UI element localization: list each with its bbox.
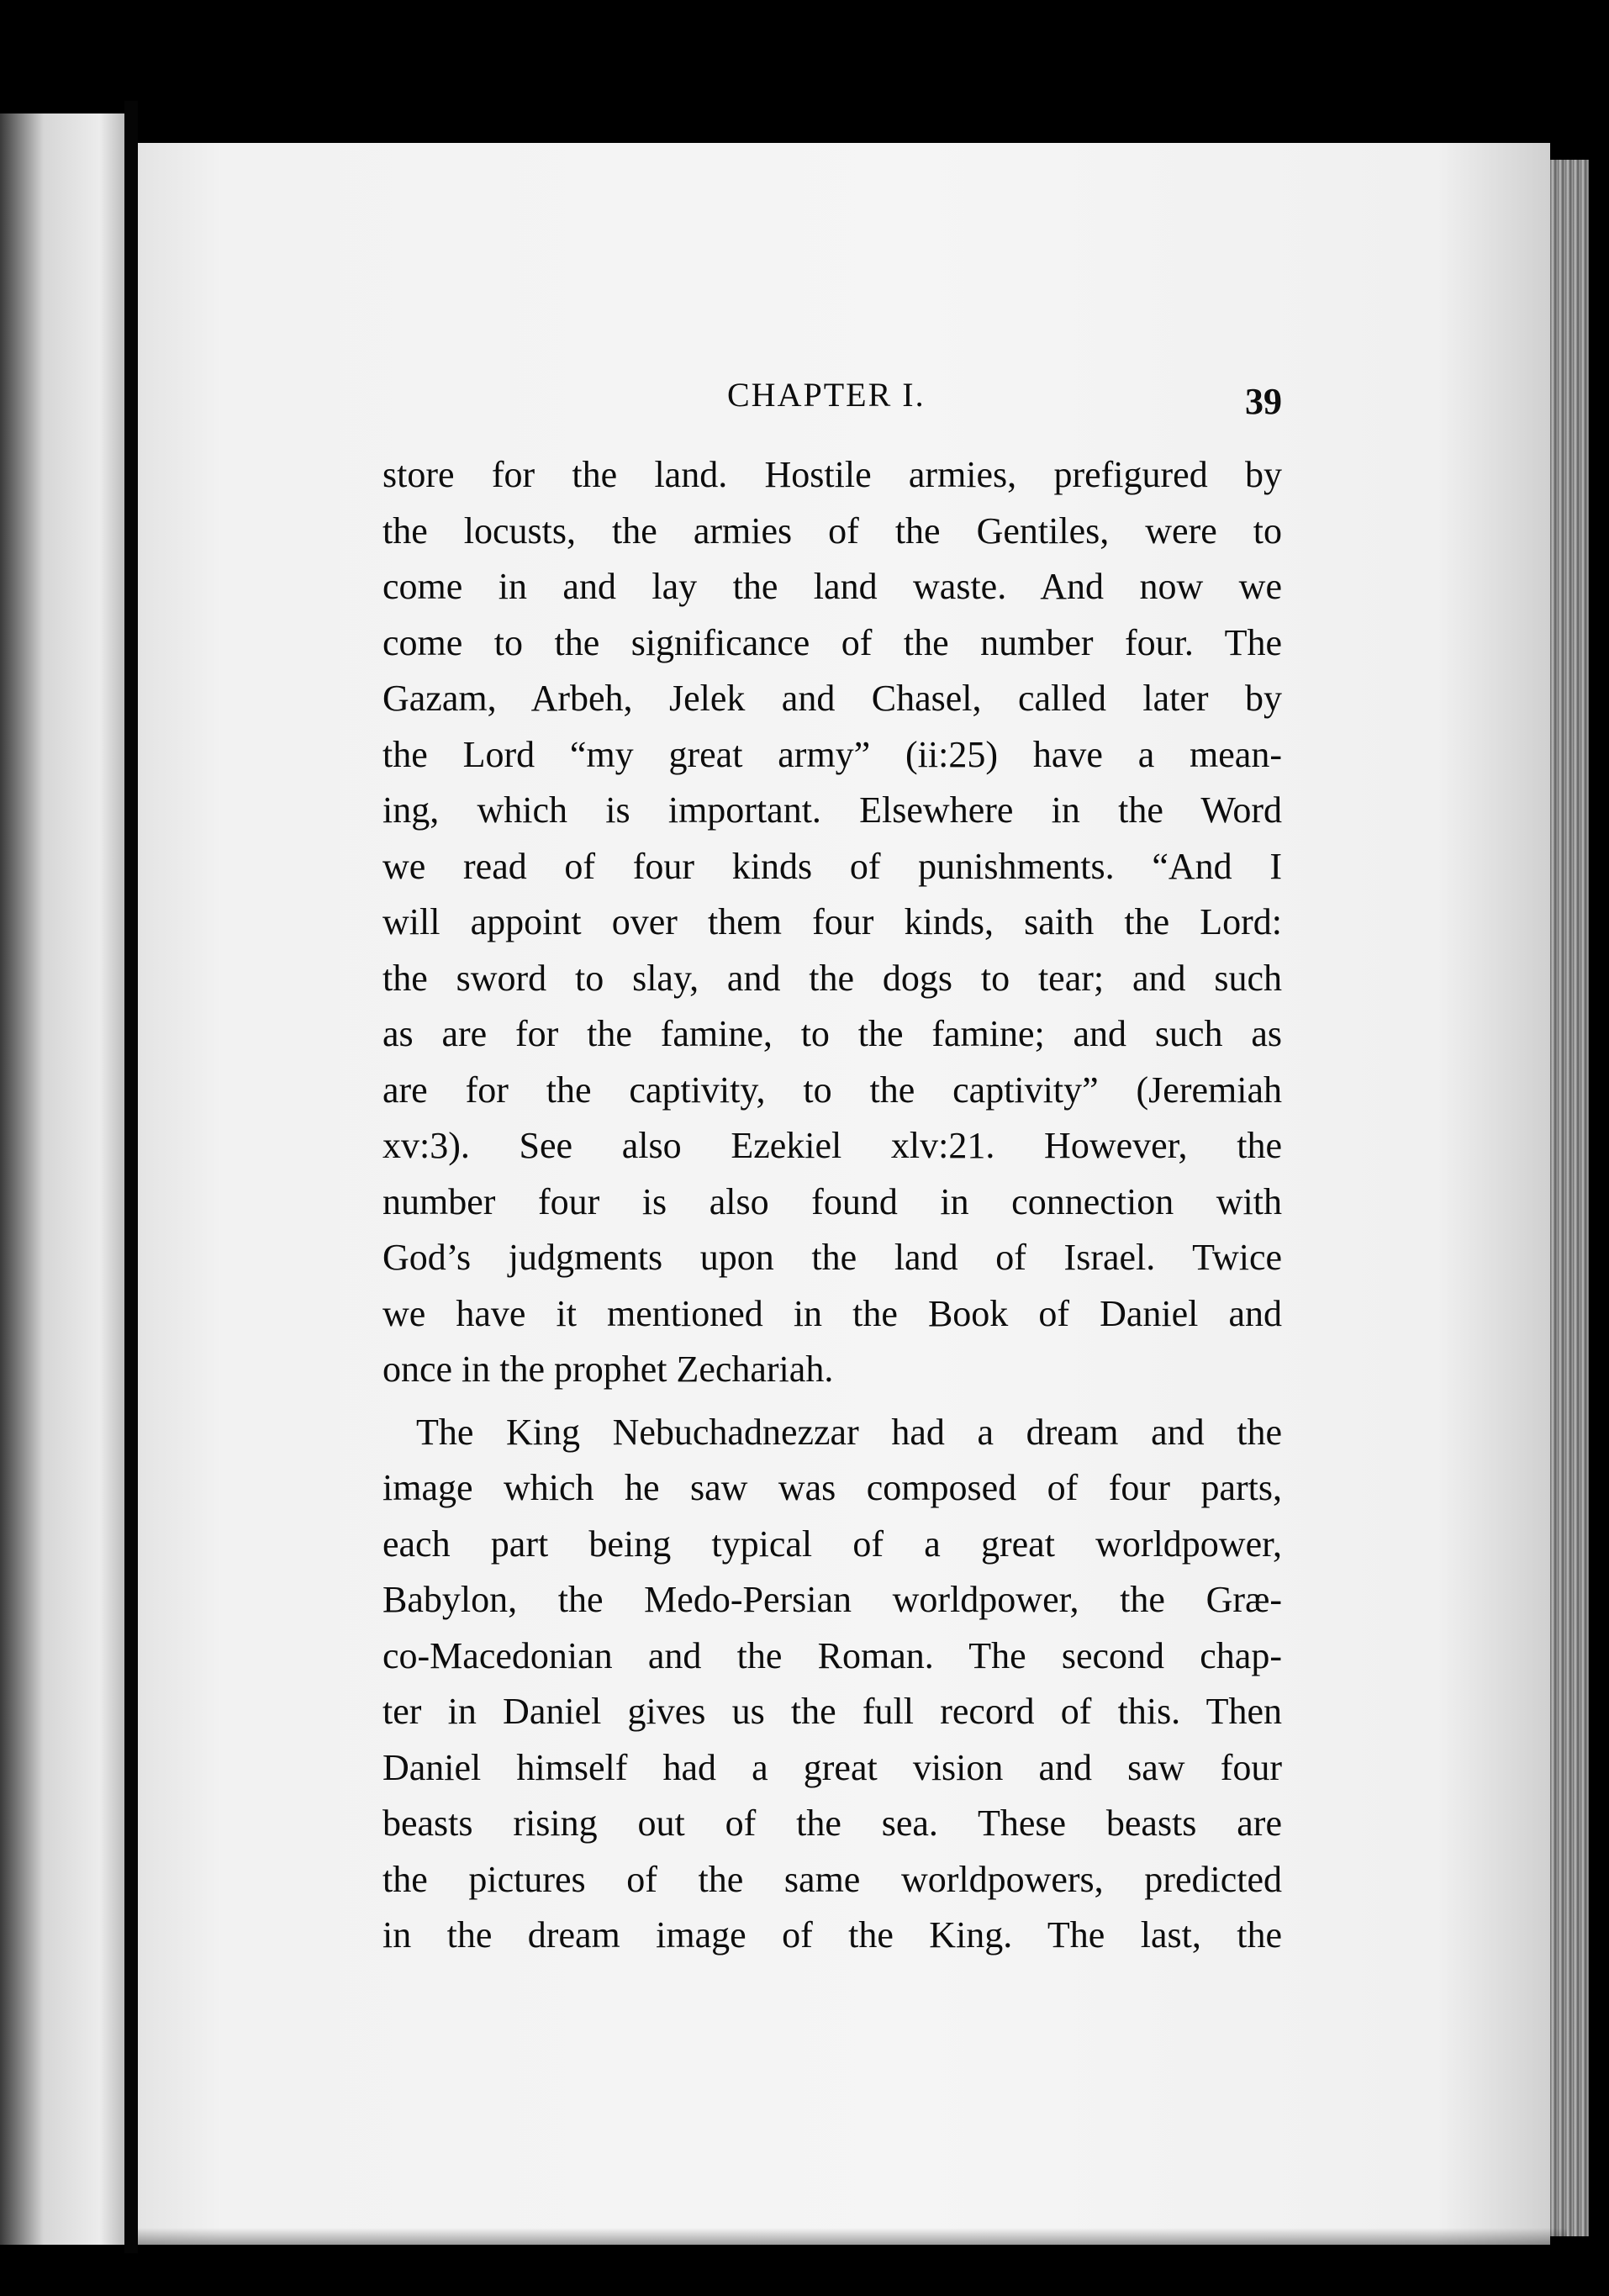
text-line: come in and lay the land waste. And now we [382, 566, 1282, 607]
text-line: number four is also found in connection with [382, 1180, 1282, 1222]
text-line: image which he saw was composed of four parts, [382, 1467, 1282, 1508]
text-line: store for the land. Hostile armies, prefigured by [382, 454, 1282, 495]
text-line: Babylon, the Medo-Persian worldpower, the Græ- [382, 1579, 1282, 1620]
text-line: co-Macedonian and the Roman. The second chap- [382, 1634, 1282, 1676]
left-page-edge [0, 113, 124, 2245]
text-line: The King Nebuchadnezzar had a dream and the [416, 1411, 1282, 1453]
text-line: the Lord “my great army” (ii:25) have a mean- [382, 733, 1282, 775]
text-line: once in the prophet Zechariah. [382, 1349, 834, 1390]
text-line: will appoint over them four kinds, saith the Lord: [382, 901, 1282, 942]
text-line: God’s judgments upon the land of Israel. Twice [382, 1237, 1282, 1278]
book-gutter [124, 101, 138, 2253]
page-stack-edge [1550, 160, 1589, 2236]
text-line: the sword to slay, and the dogs to tear; and such [382, 957, 1282, 999]
text-line: xv:3). See also Ezekiel xlv:21. However, the [382, 1125, 1282, 1166]
text-line: ing, which is important. Elsewhere in the Word [382, 789, 1282, 831]
page-bottom-shadow [138, 2228, 1567, 2245]
text-line: beasts rising out of the sea. These beasts are [382, 1802, 1282, 1844]
text-line: in the dream image of the King. The last, the [382, 1914, 1282, 1956]
chapter-title: CHAPTER I. [727, 376, 926, 414]
text-line: ter in Daniel gives us the full record of this. Then [382, 1691, 1282, 1732]
text-line: Daniel himself had a great vision and saw four [382, 1746, 1282, 1788]
paragraph-gap [382, 1398, 1282, 1405]
text-line: each part being typical of a great worldpower, [382, 1523, 1282, 1565]
text-line: the pictures of the same worldpowers, predicted [382, 1858, 1282, 1900]
paragraph [382, 447, 1282, 1398]
text-line: we have it mentioned in the Book of Daniel and [382, 1292, 1282, 1334]
text-line: are for the captivity, to the captivity” (Jeremiah [382, 1069, 1282, 1111]
text-line: we read of four kinds of punishments. “And I [382, 845, 1282, 887]
page-number: 39 [1245, 381, 1282, 422]
text-line: come to the significance of the number four. The [382, 621, 1282, 663]
text-line: the locusts, the armies of the Gentiles, were to [382, 509, 1282, 552]
text-line: as are for the famine, to the famine; and such as [382, 1013, 1282, 1054]
running-head [382, 370, 1282, 429]
text-line: Gazam, Arbeh, Jelek and Chasel, called later by [382, 678, 1282, 719]
paragraph [382, 1405, 1282, 1964]
body-text [382, 447, 1282, 1964]
